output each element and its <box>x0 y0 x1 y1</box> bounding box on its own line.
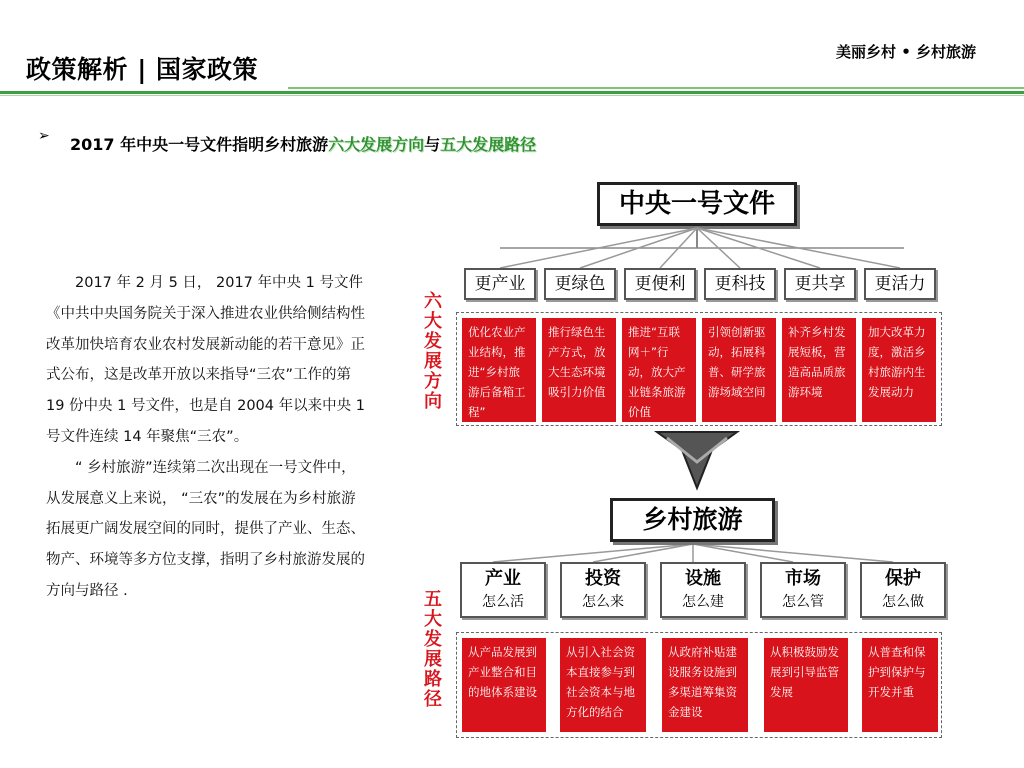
bullet-arrow-icon: ➢ <box>38 128 50 144</box>
policy-diagram <box>412 170 1022 750</box>
side-label-paths: 五大发展路径 <box>424 589 442 710</box>
bullet-heading-text <box>70 126 640 164</box>
path-box <box>660 562 746 618</box>
path-label: 市场 <box>785 568 821 589</box>
direction-card: 优化农业产业结构，推进“乡村旅游后备箱工程” <box>462 318 536 422</box>
bullet-highlight-paths: 五大发展路径 <box>440 135 537 154</box>
path-card: 从政府补贴建设服务设施到多渠道筹集资金建设 <box>662 638 748 732</box>
header-divider-upper <box>288 87 1024 89</box>
path-sub: 怎么做 <box>882 594 924 610</box>
path-card: 从积极鼓励发展到引导监管发展 <box>764 638 848 732</box>
header-divider-lower <box>0 95 1024 96</box>
path-label: 投资 <box>585 568 621 589</box>
paragraph-1: 2017 年 2 月 5 日， 2017 年中央 1 号文件《中共中央国务院关于深入推进农业供给侧结构性改革加快培育农业农村发展新动能的若干意见》正式公布，这是改革开放以来指导“三农”工作的第 19 份中央 1 号文件，也是自 2004 年以来中央 1 号文件连续 14 年聚焦“三农”。 <box>46 275 365 445</box>
direction-card: 加大改革力度，激活乡村旅游内生发展动力 <box>862 318 936 422</box>
path-card: 从普查和保护到保护与开发并重 <box>862 638 938 732</box>
body-text <box>46 268 368 607</box>
side-label-directions: 六大发展方向 <box>424 291 442 412</box>
path-sub: 怎么管 <box>782 594 824 610</box>
path-sub: 怎么建 <box>682 594 724 610</box>
direction-card: 引领创新驱动，拓展科普、研学旅游场域空间 <box>702 318 776 422</box>
path-box <box>860 562 946 618</box>
path-box <box>760 562 846 618</box>
path-card: 从产品发展到产业整合和目的地体系建设 <box>462 638 546 732</box>
path-label: 产业 <box>485 568 521 589</box>
path-card: 从引入社会资本直接参与到社会资本与地方化的结合 <box>560 638 646 732</box>
bullet-connector: 与 <box>424 135 441 154</box>
direction-box: 更产业 <box>464 268 536 300</box>
direction-box: 更科技 <box>704 268 776 300</box>
diagram-mid-banner: 乡村旅游 <box>610 498 775 542</box>
diagram-top-banner: 中央一号文件 <box>597 182 797 226</box>
path-label: 设施 <box>685 568 721 589</box>
path-box <box>460 562 546 618</box>
direction-card: 推行绿色生产方式，放大生态环境吸引力价值 <box>542 318 616 422</box>
paragraph-2: “ 乡村旅游”连续第二次出现在一号文件中，从发展意义上来说， “三农”的发展在为乡村旅游拓展更广阔发展空间的同时，提供了产业、生态、物产、环境等多方位支撑，指明了乡村旅游发展的方向与路径 . <box>46 459 365 599</box>
direction-card: 补齐乡村发展短板，营造高品质旅游环境 <box>782 318 856 422</box>
path-sub: 怎么来 <box>582 594 624 610</box>
page-title: 政策解析 | 国家政策 <box>26 55 259 84</box>
brand-label: 美丽乡村 • 乡村旅游 <box>836 43 977 61</box>
path-sub: 怎么活 <box>482 594 524 610</box>
direction-box: 更便利 <box>624 268 696 300</box>
direction-box: 更活力 <box>864 268 936 300</box>
bullet-prefix: 2017 年中央一号文件指明乡村旅游 <box>70 135 329 154</box>
path-box <box>560 562 646 618</box>
direction-box: 更共享 <box>784 268 856 300</box>
path-label: 保护 <box>885 568 921 589</box>
bullet-highlight-directions: 六大发展方向 <box>328 135 425 154</box>
direction-card: 推进“互联网＋”行动，放大产业链条旅游价值 <box>622 318 696 422</box>
direction-box: 更绿色 <box>544 268 616 300</box>
header-divider <box>0 91 1024 94</box>
